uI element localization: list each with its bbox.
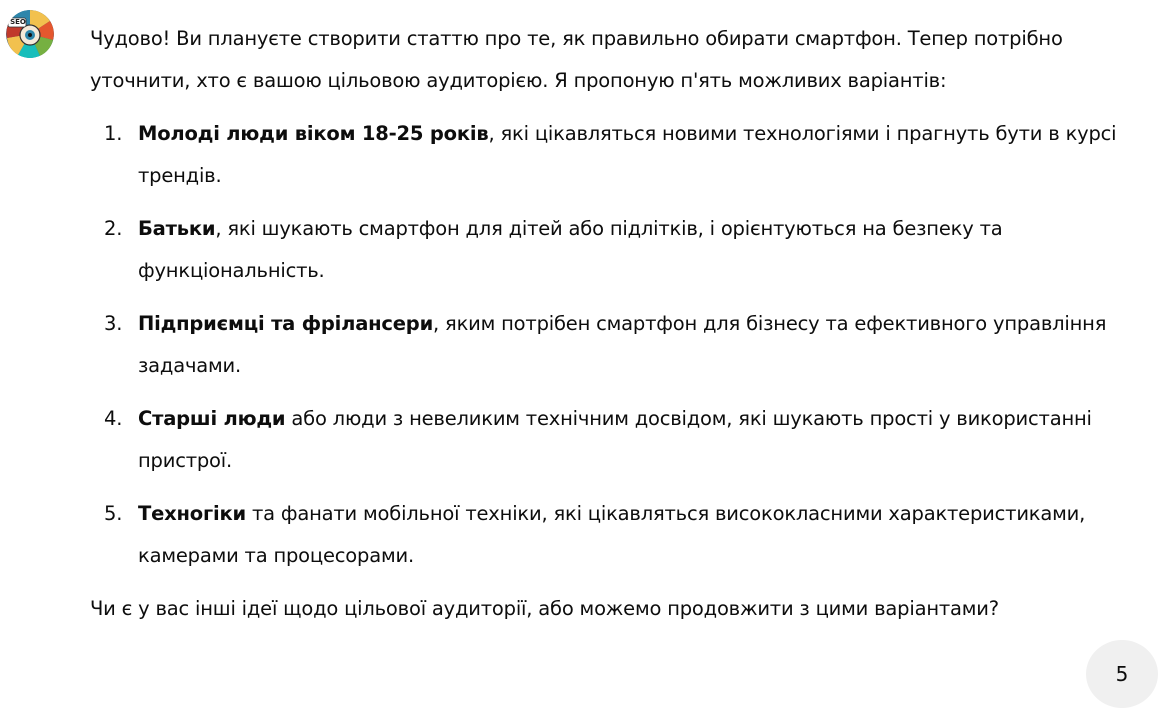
list-item-text: , які шукають смартфон для дітей або підлітків, і орієнтуються на безпеку та функціональність. (138, 217, 1003, 282)
avatar (6, 10, 54, 58)
list-item-text: та фанати мобільної техніки, які цікавляться висококласними характеристиками, камерами та процесорами. (138, 502, 1086, 567)
list-item (90, 493, 1156, 577)
audience-list (90, 113, 1156, 577)
outro-paragraph: Чи є у вас інші ідеї щодо цільової аудиторії, або можемо продовжити з цими варіантами? (90, 597, 999, 620)
avatar-label: SEO (10, 18, 26, 26)
list-item-title: Старші люди (138, 407, 286, 430)
list-item (90, 398, 1156, 482)
list-item-text: , які цікавляться новими технологіями і прагнуть бути в курсі трендів. (138, 122, 1117, 187)
list-item-number: 3. (104, 312, 123, 335)
message-content (90, 18, 1156, 630)
list-item-title: Молоді люди віком 18-25 років (138, 122, 489, 145)
list-item (90, 303, 1156, 387)
list-item (90, 208, 1156, 292)
list-item-number: 1. (104, 122, 123, 145)
list-item-text: або люди з невеликим технічним досвідом, які шукають прості у використанні пристрої. (138, 407, 1092, 472)
list-item-number: 4. (104, 407, 123, 430)
page-number-badge[interactable]: 5 (1086, 640, 1158, 708)
list-item-title: Підприємці та фрілансери (138, 312, 434, 335)
list-item-text: , яким потрібен смартфон для бізнесу та ефективного управління задачами. (138, 312, 1107, 377)
list-item-title: Техногіки (138, 502, 246, 525)
list-item-number: 5. (104, 502, 123, 525)
list-item-number: 2. (104, 217, 123, 240)
list-item-title: Батьки (138, 217, 216, 240)
list-item (90, 113, 1156, 197)
intro-paragraph: Чудово! Ви плануєте створити статтю про те, як правильно обирати смартфон. Тепер потрібно уточнити, хто є вашою цільовою аудиторією. Я пропоную п'ять можливих варіантів: (90, 27, 1063, 92)
